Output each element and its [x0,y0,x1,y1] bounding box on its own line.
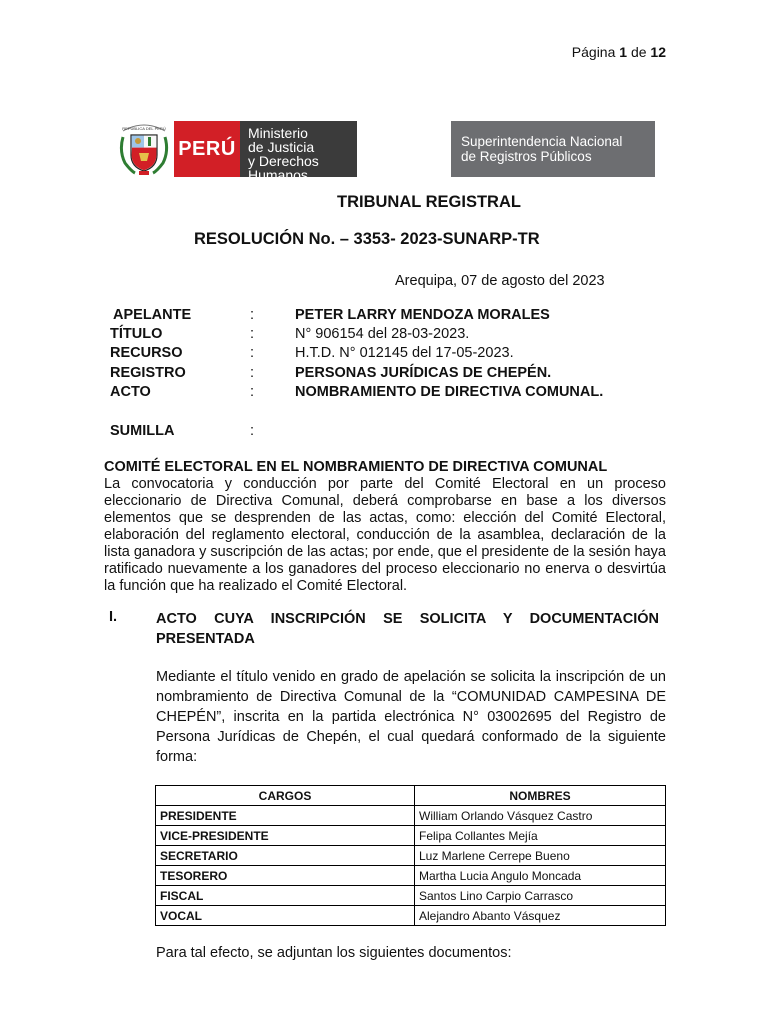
page-label: Página [571,44,616,60]
ministry-line-3: y Derechos Humanos [248,153,319,183]
nombre-cell: Santos Lino Carpio Carrasco [415,886,666,906]
sunarp-line-1: Superintendencia Nacional [461,134,623,149]
table-row [156,866,666,886]
cargo-cell: VICE-PRESIDENTE [156,826,415,846]
nombre-cell: Alejandro Abanto Vásquez [415,906,666,926]
shield-text: REPÚBLICA DEL PERÚ [122,126,166,131]
cargo-cell: VOCAL [156,906,415,926]
meta-colon: : [250,423,255,439]
ministry-line-1: Ministerio [248,125,308,141]
header-cargos: CARGOS [156,786,415,806]
meta-value: N° 906154 del 28-03-2023. [295,326,470,342]
section-title: ACTO CUYA INSCRIPCIÓN SE SOLICITA Y DOCUMENTACIÓN PRESENTADA [156,611,659,647]
meta-label: REGISTRO [110,365,186,381]
ministry-name [240,121,357,183]
meta-label: RECURSO [110,345,183,361]
page-total: 12 [650,44,666,60]
ministry-line-2: de Justicia [248,139,315,155]
meta-label: TÍTULO [110,326,163,342]
meta-colon: : [250,326,255,342]
meta-colon: : [250,365,255,381]
meta-value: PERSONAS JURÍDICAS DE CHEPÉN. [295,365,552,381]
page-current: 1 [619,44,628,60]
nombre-cell: Felipa Collantes Mejía [415,826,666,846]
section-paragraph: Mediante el título venido en grado de apelación se solicita la inscripción de un nombramiento de Directiva Comunal de la “COMUNIDAD CAMPESINA DE CHEPÉN”, inscrita en la partida electrónica N° 03002695 del Registro de Persona Jurídicas de Chepén, el cual quedará conformado de la siguiente forma: [156,669,666,765]
meta-value: PETER LARRY MENDOZA MORALES [295,307,550,323]
meta-colon: : [250,384,255,400]
table-row [156,806,666,826]
meta-colon: : [250,345,255,361]
meta-label: SUMILLA [110,423,175,439]
table-row [156,846,666,866]
page-number [560,44,666,60]
table-row [156,886,666,906]
meta-value: NOMBRAMIENTO DE DIRECTIVA COMUNAL. [295,384,604,400]
resolution-number: RESOLUCIÓN No. – 3353- 2023-SUNARP-TR [194,230,540,248]
nombre-cell: Luz Marlene Cerrepe Bueno [415,846,666,866]
cargo-cell: TESORERO [156,866,415,886]
sunarp-line-2: de Registros Públicos [461,149,592,164]
meta-value: H.T.D. N° 012145 del 17-05-2023. [295,345,514,361]
page-sep: de [630,44,647,60]
header-nombres: NOMBRES [415,786,666,806]
section-number: I. [109,609,118,625]
document-title: TRIBUNAL REGISTRAL [337,193,521,211]
cargo-cell: PRESIDENTE [156,806,415,826]
peru-ministry-logo [174,121,357,183]
table-row [156,906,666,926]
coat-of-arms-icon [117,121,171,177]
meta-label: ACTO [110,384,151,400]
table-header-row [156,786,666,806]
sumilla-text: La convocatoria y conducción por parte del Comité Electoral en un proceso eleccionario de Directiva Comunal, deberá comprobarse en base a los diversos elementos que se desprenden de las actas, como: elección del Comité Electoral, elaboración del reglamento electoral, conducción de la asamblea, declaración de la lista ganadora y suscripción de las actas; por ende, que el presidente de la sesión haya ratificado nuevamente a los ganadores del proceso eleccionario no enerva o desvirtúa la función que ha realizado el Comité Electoral. [104,476,666,594]
sunarp-logo [451,121,655,177]
closing-sentence: Para tal efecto, se adjuntan los siguientes documentos: [156,945,512,961]
nombre-cell: William Orlando Vásquez Castro [415,806,666,826]
peru-label: PERÚ [174,121,240,177]
cargo-cell: SECRETARIO [156,846,415,866]
table-row [156,826,666,846]
meta-colon: : [250,307,255,323]
directiva-table [155,785,666,926]
document-date: Arequipa, 07 de agosto del 2023 [395,273,605,289]
nombre-cell: Martha Lucia Angulo Moncada [415,866,666,886]
meta-label: APELANTE [113,307,192,323]
header-logo-bar [117,121,655,183]
sumilla-title: COMITÉ ELECTORAL EN EL NOMBRAMIENTO DE DIRECTIVA COMUNAL [104,459,608,475]
cargo-cell: FISCAL [156,886,415,906]
